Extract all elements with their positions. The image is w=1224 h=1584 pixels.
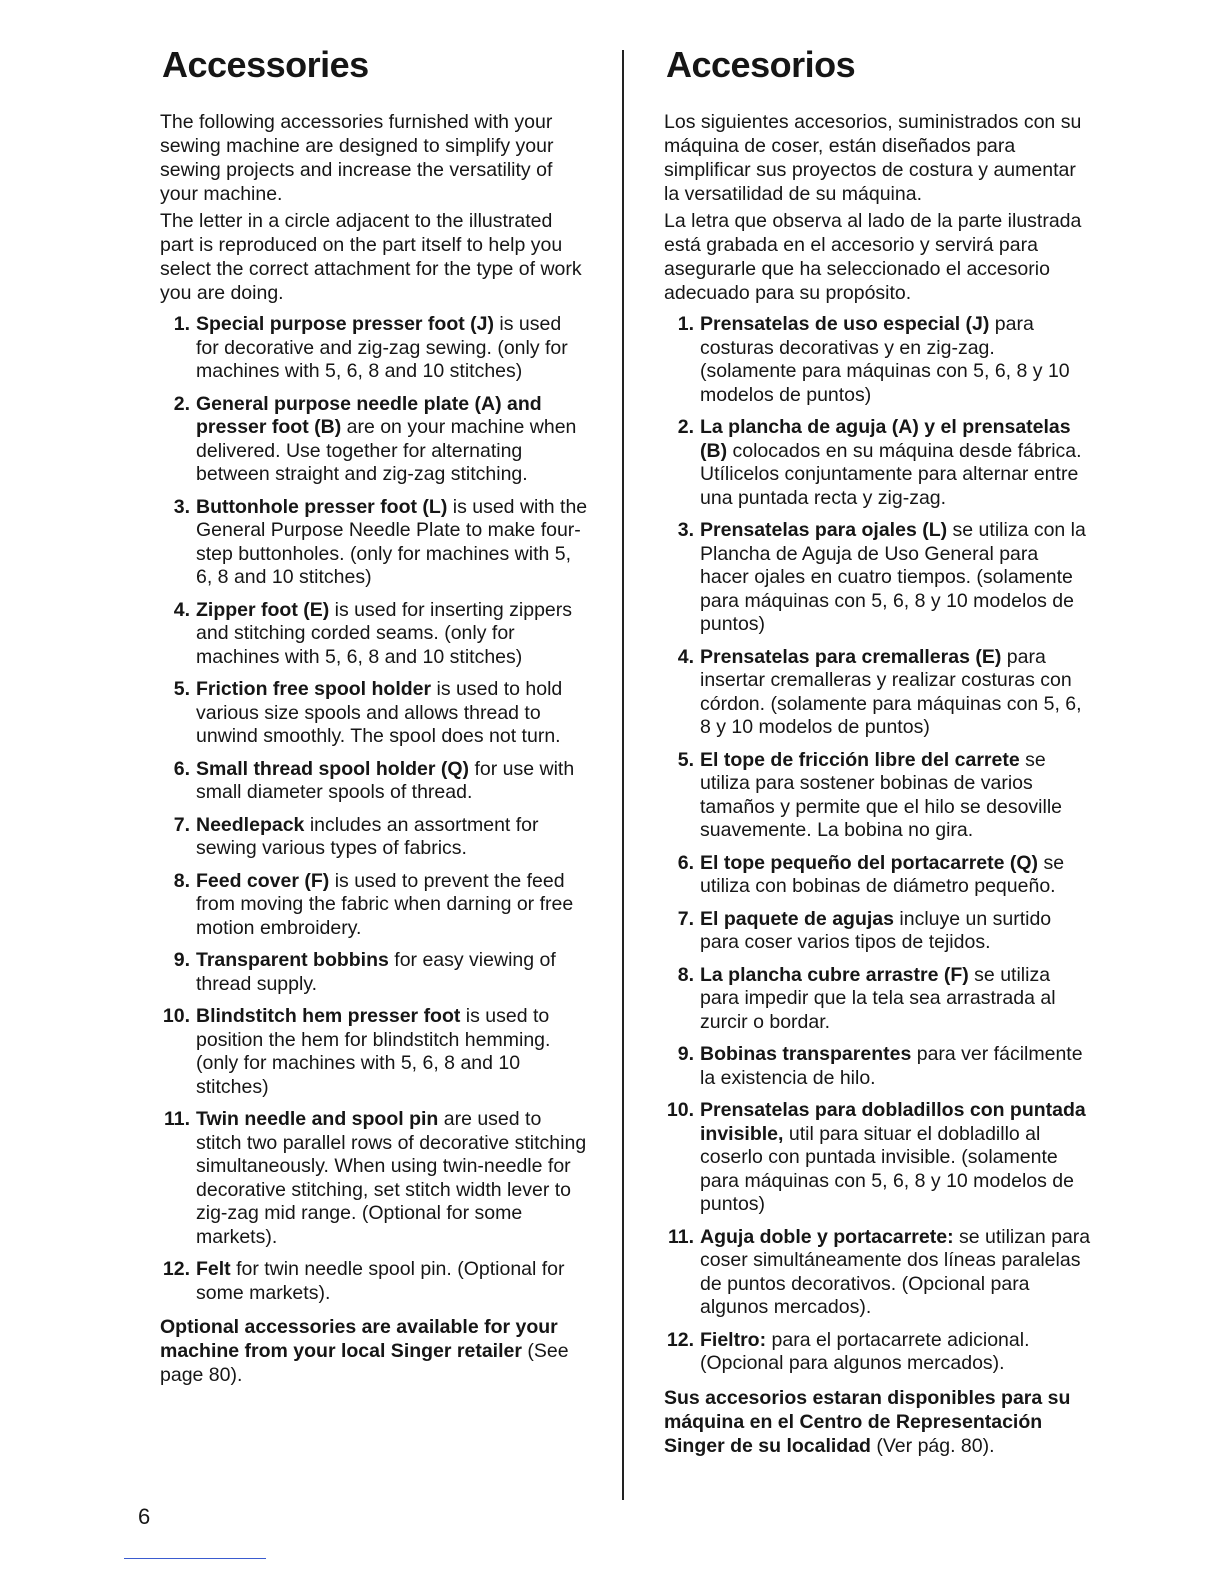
- item-name: Needlepack: [196, 813, 305, 836]
- list-item: [664, 1043, 1092, 1090]
- item-description: for use with small diameter spools of thread.: [196, 757, 575, 803]
- accessory-list-english: [160, 313, 588, 1305]
- item-name: Zipper foot (E): [196, 598, 330, 621]
- closing-text: (See page 80).: [160, 1340, 569, 1386]
- spanish-column: [664, 44, 1092, 1458]
- item-number: 8.: [173, 869, 190, 892]
- list-item: [664, 852, 1092, 899]
- item-number: 3.: [173, 495, 190, 518]
- item-description: for twin needle spool pin. (Optional for some markets).: [196, 1258, 565, 1304]
- list-item: [160, 313, 588, 384]
- intro-paragraph-1: The following accessories furnished with your sewing machine are designed to simplify your sewing projects and increase the versatility of your machine.: [160, 111, 554, 205]
- accessory-list-spanish: [664, 313, 1092, 1376]
- item-name: Aguja doble y portacarrete:: [700, 1225, 954, 1248]
- list-item: [160, 496, 588, 590]
- item-number: 4.: [677, 645, 694, 668]
- item-name: Prensatelas para ojales (L): [700, 519, 948, 541]
- item-name: Prensatelas para dobladillos con puntada invisible,: [700, 1099, 1086, 1145]
- item-number: 3.: [677, 519, 694, 541]
- item-name: Prensatelas de uso especial (J): [700, 313, 990, 335]
- page-number: 6: [138, 1504, 151, 1529]
- intro-paragraph-2: The letter in a circle adjacent to the illustrated part is reproduced on the part itself to help you select the correct attachment for the type of work you are doing.: [160, 210, 582, 304]
- item-name: El paquete de agujas: [700, 907, 894, 930]
- list-item: [664, 964, 1092, 1035]
- item-description: se utiliza con la Plancha de Aguja de Uso General para hacer ojales en cuatro tiempos. (solamente para máquinas con 5, 6, 8 y 10 modelos de puntos): [700, 519, 1086, 635]
- item-name: Felt: [196, 1258, 231, 1280]
- list-item: [160, 758, 588, 805]
- item-description: para costuras decorativas y en zig-zag. (solamente para máquinas con 5, 6, 8 y 10 modelos de puntos): [700, 313, 1070, 406]
- item-name: Buttonhole presser foot (L): [196, 495, 448, 518]
- item-number: 1.: [677, 313, 694, 335]
- intro-paragraph-1: Los siguientes accesorios, suministrados con su máquina de coser, están diseñados para simplificar sus proyectos de costura y aumentar la versatilidad de su máquina.: [664, 111, 1082, 205]
- list-item: [664, 313, 1092, 407]
- column-divider: [622, 50, 624, 1500]
- item-number: 1.: [173, 313, 190, 335]
- item-number: 12.: [666, 1328, 694, 1351]
- item-number: 9.: [173, 949, 190, 971]
- closing-text: (Ver pág. 80).: [870, 1434, 995, 1457]
- page-title-spanish: Accesorios: [666, 44, 856, 85]
- intro-paragraph-2: La letra que observa al lado de la parte ilustrada está grabada en el accesorio y servirá para asegurarle que ha seleccionado el accesorio adecuado para su propósito.: [664, 210, 1082, 304]
- item-name: El tope pequeño del portacarrete (Q): [700, 851, 1039, 874]
- item-name: Blindstitch hem presser foot: [196, 1005, 461, 1027]
- closing-bold: Optional accessories are available for your machine from your local Singer retailer: [160, 1316, 558, 1362]
- item-number: 11.: [163, 1108, 190, 1130]
- list-item: [160, 1005, 588, 1099]
- item-name: Friction free spool holder: [196, 678, 432, 700]
- item-name: Twin needle and spool pin: [196, 1108, 439, 1130]
- item-description: are used to stitch two parallel rows of decorative stitching simultaneously. When using twin-needle for decorative stitching, set stitch width lever to zig-zag mid range. (Optional for some markets).: [196, 1108, 587, 1248]
- item-description: colocados en su máquina desde fábrica. Utílicelos conjuntamente para alternar entre una puntada recta y zig-zag.: [700, 439, 1082, 509]
- item-description: for easy viewing of thread supply.: [196, 949, 556, 995]
- item-name: La plancha cubre arrastre (F): [700, 963, 969, 986]
- item-number: 4.: [173, 598, 190, 621]
- item-number: 10.: [162, 1005, 190, 1027]
- list-item: [664, 646, 1092, 740]
- list-item: [664, 1099, 1092, 1217]
- item-name: Transparent bobbins: [196, 949, 389, 971]
- item-description: is used to position the hem for blindstitch hemming. (only for machines with 5, 6, 8 and 10 stitches): [196, 1005, 551, 1098]
- item-description: incluye un surtido para coser varios tipos de tejidos.: [700, 907, 1052, 953]
- item-description: is used to hold various size spools and allows thread to unwind smoothly. The spool does not turn.: [196, 678, 563, 747]
- item-number: 12.: [162, 1258, 190, 1280]
- list-item: [664, 1329, 1092, 1376]
- item-number: 5.: [173, 678, 190, 700]
- item-number: 7.: [173, 813, 190, 836]
- item-description: se utilizan para coser simultáneamente dos líneas paralelas de puntos decorativos. (Opcional para algunos mercados).: [700, 1225, 1091, 1318]
- item-name: Small thread spool holder (Q): [196, 757, 470, 780]
- list-item: [160, 1108, 588, 1249]
- item-number: 11.: [667, 1225, 694, 1248]
- closing-note-english: [160, 1315, 588, 1387]
- item-description: util para situar el dobladillo al coserlo con puntada invisible. (solamente para máquinas con 5, 6, 8 y 10 modelos de puntos): [700, 1122, 1074, 1215]
- english-column: [160, 44, 588, 1387]
- item-description: se utiliza con bobinas de diámetro pequeño.: [700, 851, 1065, 897]
- item-description: se utiliza para impedir que la tela sea arrastrada al zurcir o bordar.: [700, 963, 1056, 1033]
- list-item: [664, 416, 1092, 510]
- list-item: [160, 949, 588, 996]
- scan-edge-line: [124, 1558, 266, 1559]
- item-number: 5.: [677, 748, 694, 771]
- item-name: El tope de fricción libre del carrete: [700, 748, 1020, 771]
- item-number: 6.: [677, 851, 694, 874]
- item-number: 8.: [677, 963, 694, 986]
- item-name: Special purpose presser foot (J): [196, 313, 494, 335]
- page-title-english: Accessories: [162, 44, 369, 85]
- list-item: [160, 814, 588, 861]
- item-description: is used to prevent the feed from moving the fabric when darning or free motion embroidery.: [196, 869, 574, 939]
- item-description: includes an assortment for sewing various types of fabrics.: [196, 813, 539, 859]
- list-item: [664, 908, 1092, 955]
- item-number: 7.: [677, 907, 694, 930]
- item-description: are on your machine when delivered. Use together for alternating between straight and zig-zag stitching.: [196, 416, 577, 485]
- closing-note-spanish: [664, 1386, 1092, 1458]
- item-name: Bobinas transparentes: [700, 1043, 912, 1065]
- item-description: para el portacarrete adicional. (Opcional para algunos mercados).: [700, 1328, 1030, 1374]
- item-name: La plancha de aguja (A) y el prensatelas (B): [700, 416, 1071, 462]
- list-item: [160, 870, 588, 941]
- item-number: 9.: [677, 1043, 694, 1065]
- list-item: [160, 599, 588, 670]
- list-item: [160, 678, 588, 749]
- item-number: 2.: [677, 416, 694, 438]
- list-item: [160, 393, 588, 487]
- list-item: [664, 519, 1092, 637]
- item-number: 10.: [666, 1099, 694, 1121]
- list-item: [664, 1226, 1092, 1320]
- item-number: 2.: [173, 392, 190, 415]
- item-name: Prensatelas para cremalleras (E): [700, 645, 1002, 668]
- item-description: is used for inserting zippers and stitching corded seams. (only for machines with 5, 6, 8 and 10 stitches): [196, 598, 573, 668]
- item-description: is used with the General Purpose Needle Plate to make four-step buttonholes. (only for machines with 5, 6, 8 and 10 stitches): [196, 495, 588, 588]
- item-description: is used for decorative and zig-zag sewing. (only for machines with 5, 6, 8 and 10 stitches): [196, 313, 568, 382]
- item-description: para insertar cremalleras y realizar costuras con córdon. (solamente para máquinas con 5, 6, 8 y 10 modelos de puntos): [700, 645, 1082, 738]
- item-description: se utiliza para sostener bobinas de varios tamaños y permite que el hilo se desoville suavemente. La bobina no gira.: [700, 748, 1063, 841]
- closing-bold: Sus accesorios estaran disponibles para su máquina en el Centro de Representación Singer de su localidad: [664, 1386, 1071, 1457]
- item-name: General purpose needle plate (A) and presser foot (B): [196, 392, 542, 438]
- item-number: 6.: [173, 757, 190, 780]
- item-name: Fieltro:: [700, 1328, 767, 1351]
- list-item: [664, 749, 1092, 843]
- item-name: Feed cover (F): [196, 869, 330, 892]
- item-description: para ver fácilmente la existencia de hilo.: [700, 1043, 1083, 1089]
- list-item: [160, 1258, 588, 1305]
